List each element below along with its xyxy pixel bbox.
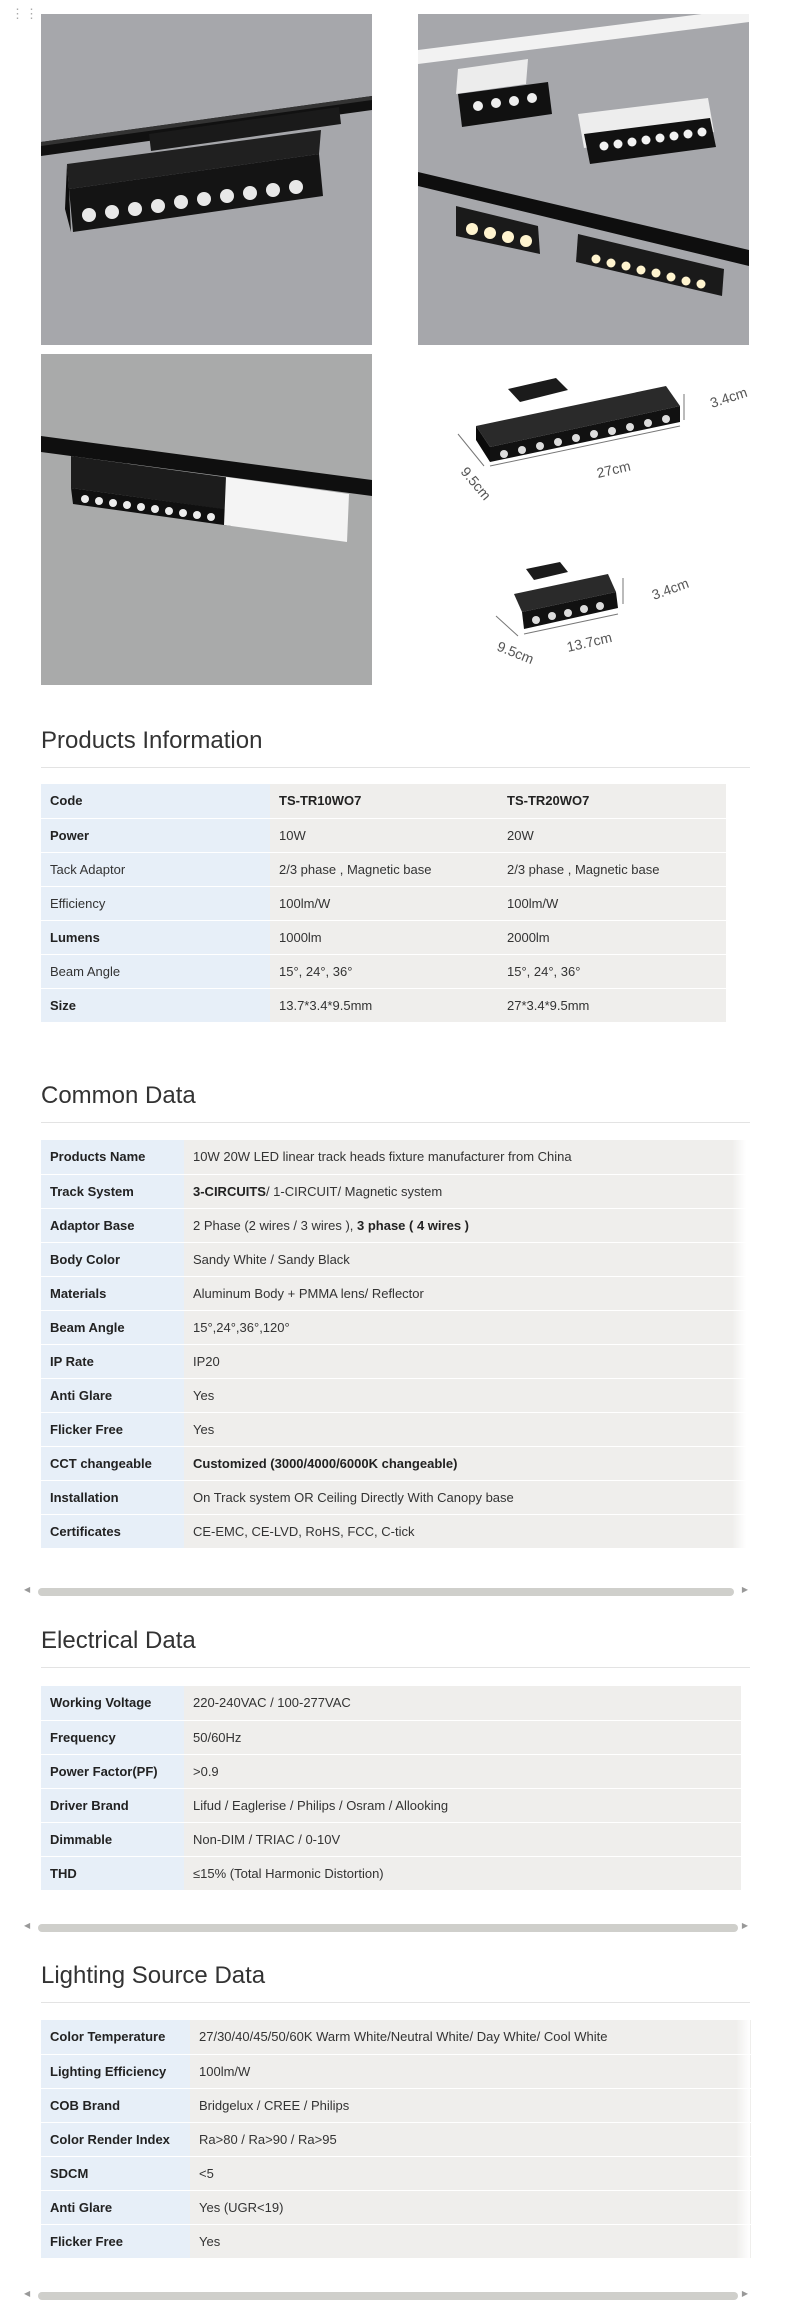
spec-label: Anti Glare [41, 1378, 184, 1412]
spec-value: Yes (UGR<19) [190, 2190, 751, 2224]
spec-label: Power [41, 818, 270, 852]
spec-value: Lifud / Eaglerise / Philips / Osram / Allooking [184, 1788, 741, 1822]
spec-label: Driver Brand [41, 1788, 184, 1822]
table-row [41, 920, 726, 954]
product-photo-black-white-heads[interactable] [41, 354, 372, 685]
product-gallery [41, 14, 758, 686]
common-data-scrollbar[interactable] [22, 1584, 750, 1596]
table-row [41, 818, 726, 852]
spec-value: 13.7*3.4*9.5mm [270, 988, 498, 1022]
spec-value: >0.9 [184, 1754, 741, 1788]
products-information-table [41, 784, 726, 1023]
spec-value: 2/3 phase , Magnetic base [270, 852, 498, 886]
table-row [41, 886, 726, 920]
electrical-data-table [41, 1686, 741, 1891]
spec-value: 2/3 phase , Magnetic base [498, 852, 726, 886]
table-row [41, 1208, 746, 1242]
scrollbar-thumb[interactable] [38, 1924, 738, 1932]
table-row [41, 1822, 741, 1856]
table-row [41, 1412, 746, 1446]
dim-small-height: 3.4cm [649, 574, 691, 603]
spec-value [184, 1242, 746, 1276]
table-row [41, 1242, 746, 1276]
table-fade-edge [732, 1140, 746, 1559]
spec-value [184, 1276, 746, 1310]
spec-label: THD [41, 1856, 184, 1890]
scrollbar-thumb[interactable] [38, 1588, 734, 1596]
spec-label: Beam Angle [41, 954, 270, 988]
spec-label: Products Name [41, 1140, 184, 1174]
lighting-source-data-scrollbar[interactable] [22, 2288, 750, 2300]
spec-value-part: Aluminum Body + PMMA lens/ Reflector [193, 1285, 424, 1301]
table-row [41, 1856, 741, 1890]
spec-value: 27/30/40/45/50/60K Warm White/Neutral White/ Day White/ Cool White [190, 2020, 751, 2054]
table-row [41, 2122, 751, 2156]
products-information-title: Products Information [41, 727, 263, 754]
table-row [41, 1788, 741, 1822]
spec-value-part: Yes [193, 1421, 215, 1437]
table-row [41, 1378, 746, 1412]
spec-label: Color Temperature [41, 2020, 190, 2054]
table-row [41, 1686, 741, 1720]
spec-label: Dimmable [41, 1822, 184, 1856]
section-divider [41, 1122, 750, 1123]
spec-value: 100lm/W [270, 886, 498, 920]
spec-label: SDCM [41, 2156, 190, 2190]
spec-value: TS-TR20WO7 [498, 784, 726, 818]
spec-label: Track System [41, 1174, 184, 1208]
table-row [41, 1174, 746, 1208]
chevron-left-icon[interactable]: ◀ [24, 1585, 31, 1594]
section-divider [41, 2002, 750, 2003]
spec-value-part: 2 Phase (2 wires / 3 wires ), [193, 1217, 357, 1233]
chevron-right-icon[interactable]: ▶ [741, 1921, 748, 1930]
spec-label: Lighting Efficiency [41, 2054, 190, 2088]
dim-large-length: 27cm [595, 457, 633, 481]
spec-value: ≤15% (Total Harmonic Distortion) [184, 1856, 741, 1890]
product-photo-track-head-black[interactable] [41, 14, 372, 345]
table-row [41, 1310, 746, 1344]
spec-label: Working Voltage [41, 1686, 184, 1720]
spec-value [184, 1412, 746, 1446]
spec-label: Flicker Free [41, 1412, 184, 1446]
spec-value: 27*3.4*9.5mm [498, 988, 726, 1022]
spec-value-part: CE-EMC, CE-LVD, RoHS, FCC, C-tick [193, 1523, 415, 1539]
drag-handle-icon[interactable]: ⋮⋮ [11, 6, 39, 21]
section-divider [41, 1667, 750, 1668]
spec-value: Ra>80 / Ra>90 / Ra>95 [190, 2122, 751, 2156]
table-row [41, 954, 726, 988]
spec-label: Size [41, 988, 270, 1022]
spec-value-part: 3-CIRCUITS [193, 1183, 266, 1199]
spec-value-part: Customized (3000/4000/6000K changeable) [193, 1455, 458, 1471]
table-row [41, 784, 726, 818]
lighting-source-data-table [41, 2020, 751, 2259]
spec-label: CCT changeable [41, 1446, 184, 1480]
spec-value [184, 1208, 746, 1242]
spec-value: 20W [498, 818, 726, 852]
product-photo-track-heads-lit[interactable] [418, 14, 749, 345]
table-fade-edge [736, 2020, 750, 2264]
spec-label: Lumens [41, 920, 270, 954]
spec-label: Efficiency [41, 886, 270, 920]
spec-label: Adaptor Base [41, 1208, 184, 1242]
dim-small-length: 13.7cm [565, 629, 614, 655]
table-row [41, 2020, 751, 2054]
electrical-data-title: Electrical Data [41, 1627, 196, 1654]
spec-label: Power Factor(PF) [41, 1754, 184, 1788]
table-row [41, 2088, 751, 2122]
spec-value [184, 1140, 746, 1174]
table-row [41, 1480, 746, 1514]
spec-value [184, 1344, 746, 1378]
spec-value: Yes [190, 2224, 751, 2258]
table-row [41, 2054, 751, 2088]
table-row [41, 2156, 751, 2190]
spec-label: Anti Glare [41, 2190, 190, 2224]
common-data-table [41, 1140, 746, 1549]
spec-label: Frequency [41, 1720, 184, 1754]
table-row [41, 988, 726, 1022]
spec-label: Code [41, 784, 270, 818]
spec-value: 1000lm [270, 920, 498, 954]
chevron-right-icon[interactable]: ▶ [741, 2289, 748, 2298]
spec-value: 220-240VAC / 100-277VAC [184, 1686, 741, 1720]
spec-label: Flicker Free [41, 2224, 190, 2258]
spec-label: Certificates [41, 1514, 184, 1548]
spec-label: Body Color [41, 1242, 184, 1276]
spec-value-part: 3 phase ( 4 wires ) [357, 1217, 469, 1233]
spec-value-part: IP20 [193, 1353, 220, 1369]
spec-label: Beam Angle [41, 1310, 184, 1344]
spec-label: Materials [41, 1276, 184, 1310]
spec-value [184, 1310, 746, 1344]
spec-value [184, 1514, 746, 1548]
spec-value [184, 1480, 746, 1514]
table-row [41, 852, 726, 886]
electrical-data-scrollbar[interactable] [22, 1920, 750, 1932]
chevron-left-icon[interactable]: ◀ [24, 1921, 31, 1930]
dim-small-depth: 9.5cm [494, 637, 537, 668]
spec-value-part: / 1-CIRCUIT/ Magnetic system [265, 1183, 443, 1199]
section-divider [41, 767, 750, 768]
spec-value [184, 1174, 746, 1208]
spec-value: 50/60Hz [184, 1720, 741, 1754]
spec-label: Installation [41, 1480, 184, 1514]
spec-value-part: Yes [193, 1387, 215, 1403]
lighting-source-data-title: Lighting Source Data [41, 1962, 266, 1989]
spec-label: Color Render Index [41, 2122, 190, 2156]
spec-value-part: 10W 20W LED linear track heads fixture manufacturer from China [193, 1149, 572, 1165]
spec-value: Non-DIM / TRIAC / 0-10V [184, 1822, 741, 1856]
spec-value: 100lm/W [498, 886, 726, 920]
spec-value-part: Sandy White / Sandy Black [193, 1251, 350, 1267]
spec-label: IP Rate [41, 1344, 184, 1378]
table-row [41, 1446, 746, 1480]
spec-value: TS-TR10WO7 [270, 784, 498, 818]
spec-value: 10W [270, 818, 498, 852]
spec-value: Bridgelux / CREE / Philips [190, 2088, 751, 2122]
table-row [41, 1140, 746, 1174]
spec-value: 100lm/W [190, 2054, 751, 2088]
table-row [41, 2224, 751, 2258]
spec-value: <5 [190, 2156, 751, 2190]
spec-label: COB Brand [41, 2088, 190, 2122]
common-data-title: Common Data [41, 1082, 196, 1109]
spec-value-part: On Track system OR Ceiling Directly With Canopy base [193, 1489, 514, 1505]
spec-label: Tack Adaptor [41, 852, 270, 886]
spec-value: 15°, 24°, 36° [270, 954, 498, 988]
dim-large-height: 3.4cm [707, 383, 749, 411]
chevron-left-icon[interactable]: ◀ [24, 2289, 31, 2298]
chevron-right-icon[interactable]: ▶ [741, 1585, 748, 1594]
spec-value: 2000lm [498, 920, 726, 954]
table-row [41, 1720, 741, 1754]
table-row [41, 1514, 746, 1548]
table-row [41, 1754, 741, 1788]
dim-large-depth: 9.5cm [457, 463, 495, 504]
spec-value [184, 1446, 746, 1480]
table-row [41, 2190, 751, 2224]
product-dimension-drawing[interactable] [418, 354, 749, 685]
table-row [41, 1276, 746, 1310]
spec-value-part: 15°,24°,36°,120° [193, 1319, 290, 1335]
table-row [41, 1344, 746, 1378]
spec-value: 15°, 24°, 36° [498, 954, 726, 988]
spec-value [184, 1378, 746, 1412]
